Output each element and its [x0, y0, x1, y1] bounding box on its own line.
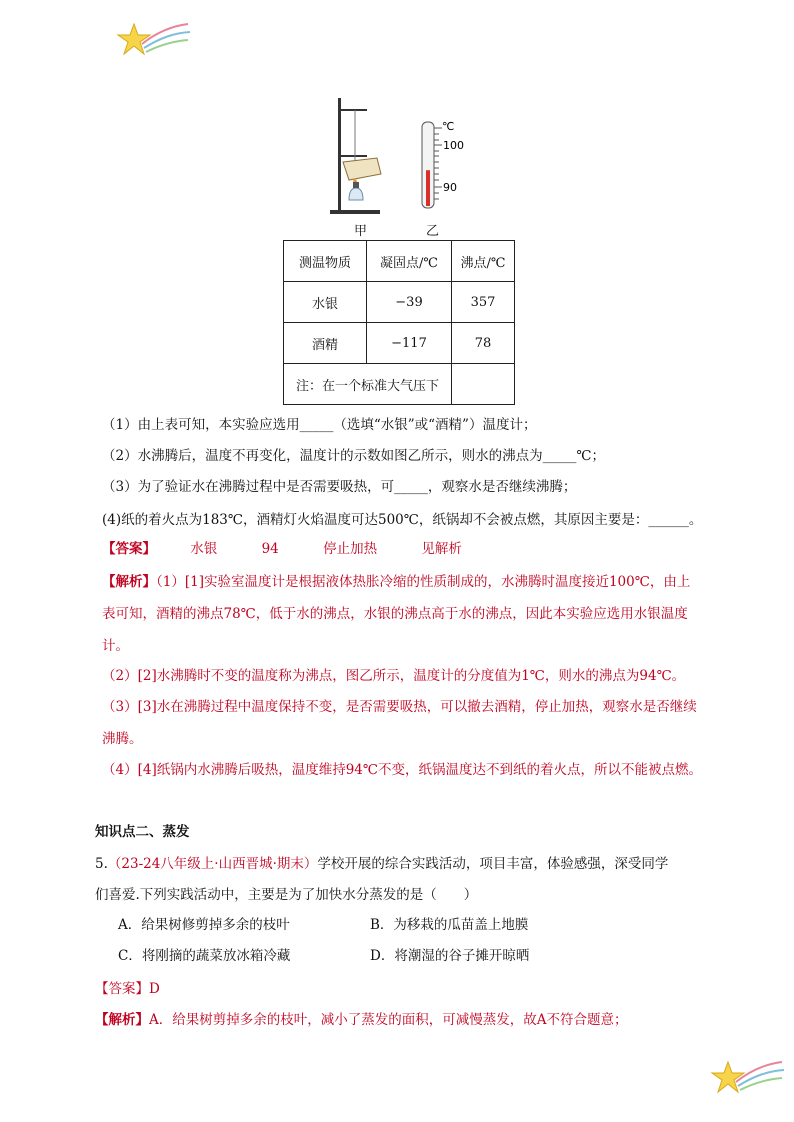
table-cell: −39 [367, 282, 452, 323]
table-cell: 酒精 [284, 323, 367, 364]
table-header-cell: 测温物质 [284, 241, 367, 282]
sub-question-2: （2）水沸腾后，温度不再变化，温度计的示数如图乙所示，则水的沸点为_____℃； [102, 448, 605, 464]
sub-question-1: （1）由上表可知，本实验应选用_____（选填“水银”或“酒精”）温度计； [102, 417, 537, 433]
option-b: B．为移栽的瓜苗盖上地膜 [370, 917, 529, 933]
answer-item: 水银 [190, 541, 218, 557]
analysis-line: 表可知，酒精的沸点78℃，低于水的沸点，水银的沸点高于水的沸点，因此本实验应选用水银温度 [102, 606, 688, 622]
q5-analysis [95, 1011, 628, 1029]
sub-question-3: （3）为了验证水在沸腾过程中是否需要吸热，可_____，观察水是否继续沸腾； [102, 479, 577, 495]
shooting-star-icon [112, 14, 192, 62]
question-5-stem-cont: 们喜爱.下列实践活动中，主要是为了加快水分蒸发的是（ ） [95, 887, 478, 903]
analysis-text: （1）[1]实验室温度计是根据液体热胀冷缩的性质制成的，水沸腾时温度接近100℃，由上 [156, 574, 691, 590]
thermo-label-100: 100 [443, 139, 464, 152]
section-heading: 知识点二、蒸发 [95, 824, 190, 840]
analysis-line: （4）[4]纸锅内水沸腾后吸热，温度维持94℃不变，纸锅温度达不到纸的着火点，所以不能被点燃。 [102, 762, 702, 778]
analysis-line: （2）[2]水沸腾时不变的温度称为沸点，图乙所示，温度计的分度值为1℃，则水的沸点为94℃。 [102, 668, 686, 684]
answer-item: 94 [261, 541, 279, 557]
apparatus-illustration [325, 96, 385, 218]
table-cell: 357 [452, 282, 515, 323]
option-c: C．将刚摘的蔬菜放冰箱冷藏 [118, 948, 291, 964]
analysis-line: 计。 [102, 638, 129, 654]
answer-item: 停止加热 [323, 541, 378, 557]
table-cell: 水银 [284, 282, 367, 323]
answer-line [102, 540, 502, 558]
table-header-row [284, 241, 515, 282]
thermo-unit: ℃ [442, 120, 455, 133]
caption-yi: 乙 [426, 224, 440, 239]
thermometer-liquid-column [426, 170, 430, 206]
option-d: D．将潮湿的谷子摊开晾晒 [370, 948, 530, 964]
analysis-text: A．给果树剪掉多余的枝叶，减小了蒸发的面积，可减慢蒸发，故A不符合题意； [149, 1012, 628, 1028]
analysis-label: 【解析】 [102, 574, 156, 590]
table-note: 注：在一个标准大气压下 [284, 364, 452, 405]
answer-label: 【答案】 [102, 541, 156, 557]
shooting-star-icon [706, 1052, 786, 1100]
question-stem: 学校开展的综合实践活动，项目丰富，体验感强，深受同学 [317, 856, 669, 872]
analysis-line [102, 573, 690, 591]
analysis-line: （3）[3]水在沸腾过程中温度保持不变，是否需要吸热，可以撤去酒精，停止加热，观察水是否继续 [102, 699, 697, 715]
question-source: （23-24八年级上·山西晋城·期末） [107, 856, 318, 872]
boiling-point-table [283, 240, 515, 405]
table-header-cell: 沸点/℃ [452, 241, 515, 282]
analysis-label: 【解析】 [95, 1012, 149, 1028]
question-5-stem [95, 855, 668, 873]
thermometer-illustration [412, 118, 472, 214]
question-number: 5. [95, 856, 108, 872]
table-header-cell: 凝固点/℃ [367, 241, 452, 282]
table-row [284, 282, 515, 323]
table-cell-empty [452, 364, 515, 405]
thermo-label-90: 90 [443, 181, 457, 194]
caption-jia: 甲 [354, 224, 368, 239]
q5-answer: 【答案】D [95, 981, 160, 997]
table-note-row [284, 364, 515, 405]
table-cell: −117 [367, 323, 452, 364]
answer-item: 见解析 [421, 541, 462, 557]
analysis-line: 沸腾。 [102, 731, 143, 747]
table-row [284, 323, 515, 364]
option-a: A．给果树修剪掉多余的枝叶 [118, 917, 290, 933]
table-cell: 78 [452, 323, 515, 364]
sub-question-4: (4)纸的着火点为183℃，酒精灯火焰温度可达500℃，纸锅却不会被点燃，其原因主要是：______。 [102, 512, 703, 528]
